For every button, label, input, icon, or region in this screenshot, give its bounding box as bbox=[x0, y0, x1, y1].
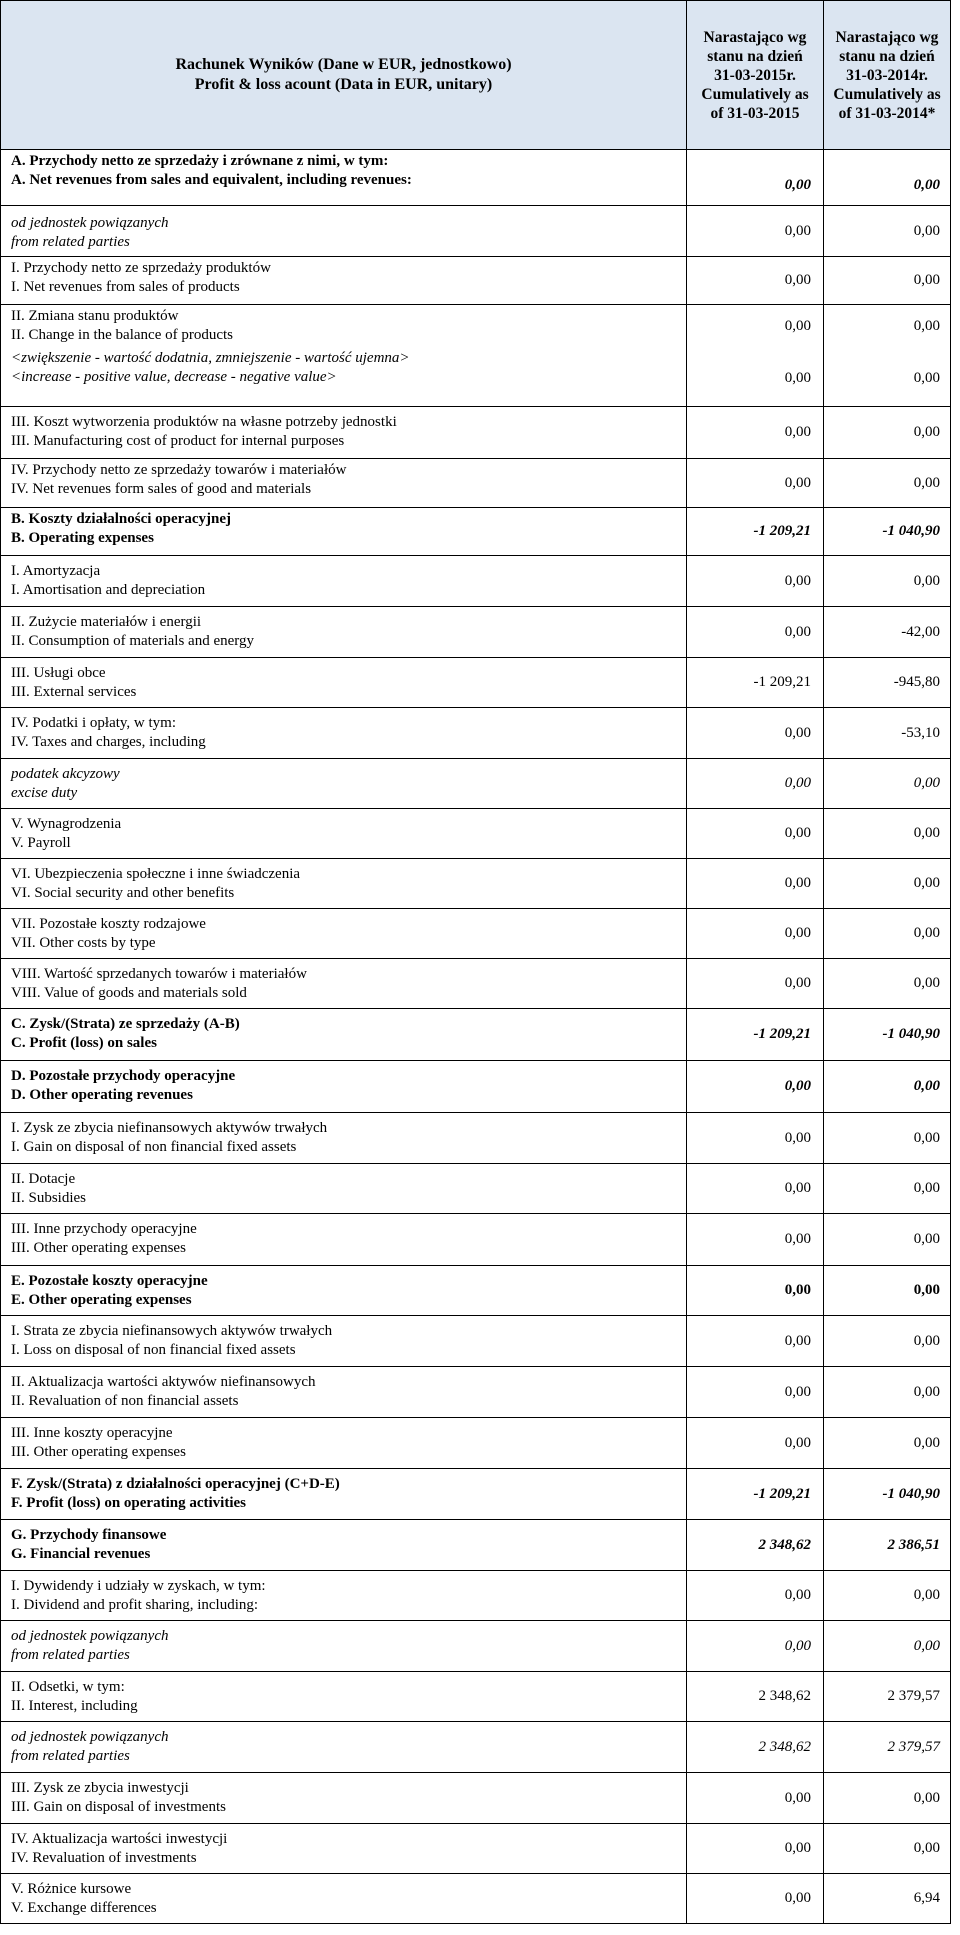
row-label: II. Zmiana stanu produktów II. Change in the balance of products bbox=[1, 305, 687, 349]
value-2015: -1 209,21 bbox=[687, 658, 824, 708]
table-row bbox=[1, 859, 951, 909]
row-label: V. Różnice kursowe V. Exchange differences bbox=[1, 1874, 687, 1924]
value-2015: -1 209,21 bbox=[687, 1469, 824, 1520]
table-row bbox=[1, 1520, 951, 1571]
table-row bbox=[1, 1113, 951, 1164]
row-label: F. Zysk/(Strata) z działalności operacyjnej (C+D-E) F. Profit (loss) on operating activities bbox=[1, 1469, 687, 1520]
table-row bbox=[1, 508, 951, 556]
table-row bbox=[1, 1621, 951, 1672]
table-row bbox=[1, 556, 951, 607]
value-2014: 0,00 bbox=[824, 1113, 951, 1164]
value-2014: 0,00 bbox=[824, 1316, 951, 1367]
table-row bbox=[1, 407, 951, 459]
value-2015: 0,00 bbox=[687, 349, 824, 407]
table-row bbox=[1, 1367, 951, 1418]
value-2015: 0,00 bbox=[687, 1367, 824, 1418]
table-row bbox=[1, 150, 951, 206]
column-header-2015: Narastająco wg stanu na dzień 31-03-2015r. Cumulatively as of 31-03-2015 bbox=[687, 1, 824, 150]
row-label: II. Odsetki, w tym: II. Interest, including bbox=[1, 1672, 687, 1722]
value-2015: 0,00 bbox=[687, 1316, 824, 1367]
value-2014: -42,00 bbox=[824, 607, 951, 658]
value-2015: 0,00 bbox=[687, 607, 824, 658]
value-2015: 0,00 bbox=[687, 1266, 824, 1316]
value-2015: -1 209,21 bbox=[687, 508, 824, 556]
title-pl: Rachunek Wyników (Dane w EUR, jednostkowo) bbox=[175, 56, 512, 73]
table-row bbox=[1, 206, 951, 257]
value-2014: 0,00 bbox=[824, 759, 951, 809]
row-label: IV. Aktualizacja wartości inwestycji IV. Revaluation of investments bbox=[1, 1824, 687, 1874]
table-row bbox=[1, 1874, 951, 1924]
value-2014: 0,00 bbox=[824, 809, 951, 859]
value-2015: 0,00 bbox=[687, 1874, 824, 1924]
value-2015: 0,00 bbox=[687, 1571, 824, 1621]
row-label: I. Strata ze zbycia niefinansowych aktywów trwałych I. Loss on disposal of non financial fixed assets bbox=[1, 1316, 687, 1367]
value-2015: 0,00 bbox=[687, 909, 824, 959]
value-2014: 6,94 bbox=[824, 1874, 951, 1924]
row-label: IV. Podatki i opłaty, w tym: IV. Taxes and charges, including bbox=[1, 708, 687, 759]
row-label: III. Inne koszty operacyjne III. Other operating expenses bbox=[1, 1418, 687, 1469]
value-2015: 0,00 bbox=[687, 1061, 824, 1113]
table-row bbox=[1, 607, 951, 658]
row-label: III. Usługi obce III. External services bbox=[1, 658, 687, 708]
value-2015: 0,00 bbox=[687, 305, 824, 349]
row-label: od jednostek powiązanych from related parties bbox=[1, 1621, 687, 1672]
value-2014: 0,00 bbox=[824, 1266, 951, 1316]
row-label: I. Dywidendy i udziały w zyskach, w tym: I. Dividend and profit sharing, including: bbox=[1, 1571, 687, 1621]
value-2015: 0,00 bbox=[687, 1418, 824, 1469]
table-row bbox=[1, 809, 951, 859]
row-label: od jednostek powiązanych from related parties bbox=[1, 1722, 687, 1773]
value-2014: 0,00 bbox=[824, 1214, 951, 1266]
row-label: VI. Ubezpieczenia społeczne i inne świadczenia VI. Social security and other benefits bbox=[1, 859, 687, 909]
value-2015: 0,00 bbox=[687, 1621, 824, 1672]
table-row bbox=[1, 1061, 951, 1113]
value-2015: 0,00 bbox=[687, 1214, 824, 1266]
value-2015: 0,00 bbox=[687, 809, 824, 859]
value-2015: 0,00 bbox=[687, 459, 824, 508]
value-2014: 2 379,57 bbox=[824, 1672, 951, 1722]
value-2014: -1 040,90 bbox=[824, 508, 951, 556]
value-2014: 0,00 bbox=[824, 909, 951, 959]
value-2014: 0,00 bbox=[824, 305, 951, 349]
value-2015: 0,00 bbox=[687, 556, 824, 607]
value-2015: 0,00 bbox=[687, 759, 824, 809]
value-2014: 0,00 bbox=[824, 1061, 951, 1113]
table-row bbox=[1, 959, 951, 1009]
row-label: V. Wynagrodzenia V. Payroll bbox=[1, 809, 687, 859]
value-2014: 2 379,57 bbox=[824, 1722, 951, 1773]
row-label: od jednostek powiązanych from related parties bbox=[1, 206, 687, 257]
value-2014: 0,00 bbox=[824, 407, 951, 459]
row-label: B. Koszty działalności operacyjnej B. Operating expenses bbox=[1, 508, 687, 556]
value-2014: 0,00 bbox=[824, 959, 951, 1009]
value-2015: 2 348,62 bbox=[687, 1722, 824, 1773]
table-row bbox=[1, 909, 951, 959]
table-row bbox=[1, 1773, 951, 1824]
table-row bbox=[1, 1214, 951, 1266]
value-2015: 0,00 bbox=[687, 150, 824, 206]
value-2015: -1 209,21 bbox=[687, 1009, 824, 1061]
value-2014: 0,00 bbox=[824, 206, 951, 257]
row-label: G. Przychody finansowe G. Financial revenues bbox=[1, 1520, 687, 1571]
row-label: III. Inne przychody operacyjne III. Other operating expenses bbox=[1, 1214, 687, 1266]
table-header-row bbox=[1, 1, 951, 150]
table-row bbox=[1, 1672, 951, 1722]
table-row bbox=[1, 759, 951, 809]
value-2014: 2 386,51 bbox=[824, 1520, 951, 1571]
value-2015: 0,00 bbox=[687, 1113, 824, 1164]
table-row bbox=[1, 349, 951, 407]
row-label: IV. Przychody netto ze sprzedaży towarów i materiałów IV. Net revenues form sales of good and materials bbox=[1, 459, 687, 508]
table-row bbox=[1, 1164, 951, 1214]
value-2014: 0,00 bbox=[824, 349, 951, 407]
table-row bbox=[1, 1009, 951, 1061]
statement-title bbox=[1, 1, 687, 150]
row-label: A. Przychody netto ze sprzedaży i zrównane z nimi, w tym: A. Net revenues from sales and equivalent, including revenues: bbox=[1, 150, 687, 206]
value-2014: 0,00 bbox=[824, 1367, 951, 1418]
table-row bbox=[1, 305, 951, 349]
table-row bbox=[1, 1266, 951, 1316]
table-row bbox=[1, 1722, 951, 1773]
table-row bbox=[1, 1316, 951, 1367]
value-2015: 0,00 bbox=[687, 1824, 824, 1874]
value-2015: 0,00 bbox=[687, 1773, 824, 1824]
title-en: Profit & loss acount (Data in EUR, unitary) bbox=[194, 76, 493, 93]
value-2015: 2 348,62 bbox=[687, 1520, 824, 1571]
value-2014: -53,10 bbox=[824, 708, 951, 759]
value-2014: 0,00 bbox=[824, 1164, 951, 1214]
row-label: II. Dotacje II. Subsidies bbox=[1, 1164, 687, 1214]
row-label: I. Przychody netto ze sprzedaży produktów I. Net revenues from sales of products bbox=[1, 257, 687, 305]
table-row bbox=[1, 459, 951, 508]
value-2014: -1 040,90 bbox=[824, 1009, 951, 1061]
table-row bbox=[1, 1418, 951, 1469]
value-2014: 0,00 bbox=[824, 1773, 951, 1824]
value-2015: 2 348,62 bbox=[687, 1672, 824, 1722]
value-2015: 0,00 bbox=[687, 206, 824, 257]
value-2015: 0,00 bbox=[687, 959, 824, 1009]
row-label: C. Zysk/(Strata) ze sprzedaży (A-B) C. Profit (loss) on sales bbox=[1, 1009, 687, 1061]
value-2014: 0,00 bbox=[824, 1571, 951, 1621]
row-label: II. Aktualizacja wartości aktywów niefinansowych II. Revaluation of non financial assets bbox=[1, 1367, 687, 1418]
value-2014: -945,80 bbox=[824, 658, 951, 708]
value-2015: 0,00 bbox=[687, 257, 824, 305]
value-2015: 0,00 bbox=[687, 708, 824, 759]
row-label: D. Pozostałe przychody operacyjne D. Other operating revenues bbox=[1, 1061, 687, 1113]
value-2014: 0,00 bbox=[824, 257, 951, 305]
table-row bbox=[1, 1469, 951, 1520]
value-2015: 0,00 bbox=[687, 407, 824, 459]
value-2014: 0,00 bbox=[824, 556, 951, 607]
row-label: III. Koszt wytworzenia produktów na własne potrzeby jednostki III. Manufacturing cost of product for internal purposes bbox=[1, 407, 687, 459]
value-2014: 0,00 bbox=[824, 1824, 951, 1874]
row-label: VII. Pozostałe koszty rodzajowe VII. Other costs by type bbox=[1, 909, 687, 959]
value-2015: 0,00 bbox=[687, 859, 824, 909]
row-label: podatek akcyzowy excise duty bbox=[1, 759, 687, 809]
row-label: I. Zysk ze zbycia niefinansowych aktywów trwałych I. Gain on disposal of non financial fixed assets bbox=[1, 1113, 687, 1164]
table-row bbox=[1, 658, 951, 708]
value-2014: 0,00 bbox=[824, 459, 951, 508]
row-label: II. Zużycie materiałów i energii II. Consumption of materials and energy bbox=[1, 607, 687, 658]
table-row bbox=[1, 257, 951, 305]
row-label: I. Amortyzacja I. Amortisation and depreciation bbox=[1, 556, 687, 607]
value-2014: -1 040,90 bbox=[824, 1469, 951, 1520]
table-row bbox=[1, 708, 951, 759]
row-label: E. Pozostałe koszty operacyjne E. Other operating expenses bbox=[1, 1266, 687, 1316]
column-header-2014: Narastająco wg stanu na dzień 31-03-2014r. Cumulatively as of 31-03-2014* bbox=[824, 1, 951, 150]
row-label: III. Zysk ze zbycia inwestycji III. Gain on disposal of investments bbox=[1, 1773, 687, 1824]
value-2015: 0,00 bbox=[687, 1164, 824, 1214]
row-label: VIII. Wartość sprzedanych towarów i materiałów VIII. Value of goods and materials sold bbox=[1, 959, 687, 1009]
value-2014: 0,00 bbox=[824, 859, 951, 909]
table-row bbox=[1, 1571, 951, 1621]
value-2014: 0,00 bbox=[824, 1621, 951, 1672]
value-2014: 0,00 bbox=[824, 1418, 951, 1469]
value-2014: 0,00 bbox=[824, 150, 951, 206]
row-label: <zwiększenie - wartość dodatnia, zmniejszenie - wartość ujemna> <increase - positive value, decrease - negative value> bbox=[1, 349, 687, 407]
table-row bbox=[1, 1824, 951, 1874]
